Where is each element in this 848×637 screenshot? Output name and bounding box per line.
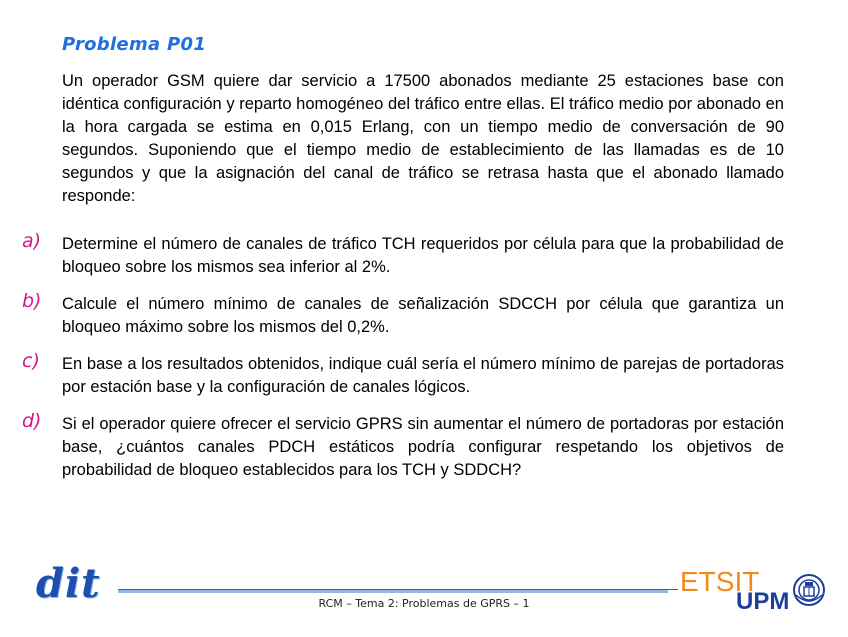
problem-title: Problema P01 (62, 34, 207, 55)
question-a-text: Determine el número de canales de tráfico TCH requeridos por célula para que la probabilidad de bloqueo sobre los mismos sea inferior al 2%. (62, 235, 784, 276)
question-a-marker: a) (22, 230, 42, 252)
question-d (22, 410, 784, 482)
footer-divider (118, 590, 668, 593)
footer-page-label: RCM – Tema 2: Problemas de GPRS – 1 (318, 597, 530, 610)
question-d-text: Si el operador quiere ofrecer el servicio GPRS sin aumentar el número de portadoras por estación base, ¿cuántos canales PDCH estáticos podría configurar respetando los objetivos de probabilidad de bloqueo establecidos para los TCH y SDDCH? (62, 415, 784, 479)
question-b-marker: b) (22, 290, 42, 312)
university-seal-icon (792, 573, 826, 607)
problem-statement: Un operador GSM quiere dar servicio a 17500 abonados mediante 25 estaciones base con idéntica configuración y reparto homogéneo del tráfico entre ellas. El tráfico medio por abonado en la hora cargada se estima en 0,015 Erlang, con un tiempo medio de conversación de 90 segundos. Suponiendo que el tiempo medio de establecimiento de las llamadas es de 10 segundos y que la asignación del canal de tráfico se retrasa hasta que el abonado llamado responde: (62, 72, 784, 205)
question-c-text: En base a los resultados obtenidos, indique cuál sería el número mínimo de parejas de portadoras por estación base y la configuración de canales lógicos. (62, 355, 784, 396)
question-b-text: Calcule el número mínimo de canales de señalización SDCCH por célula que garantiza un bloqueo máximo sobre los mismos del 0,2%. (62, 295, 784, 336)
question-a (22, 230, 784, 279)
dit-logo: dit (36, 560, 101, 607)
question-c-marker: c) (22, 350, 40, 372)
question-b (22, 290, 784, 339)
upm-logo: UPM (736, 588, 790, 615)
etsit-logo: ETSIT (680, 566, 760, 597)
question-c (22, 350, 784, 399)
question-d-marker: d) (22, 410, 42, 432)
